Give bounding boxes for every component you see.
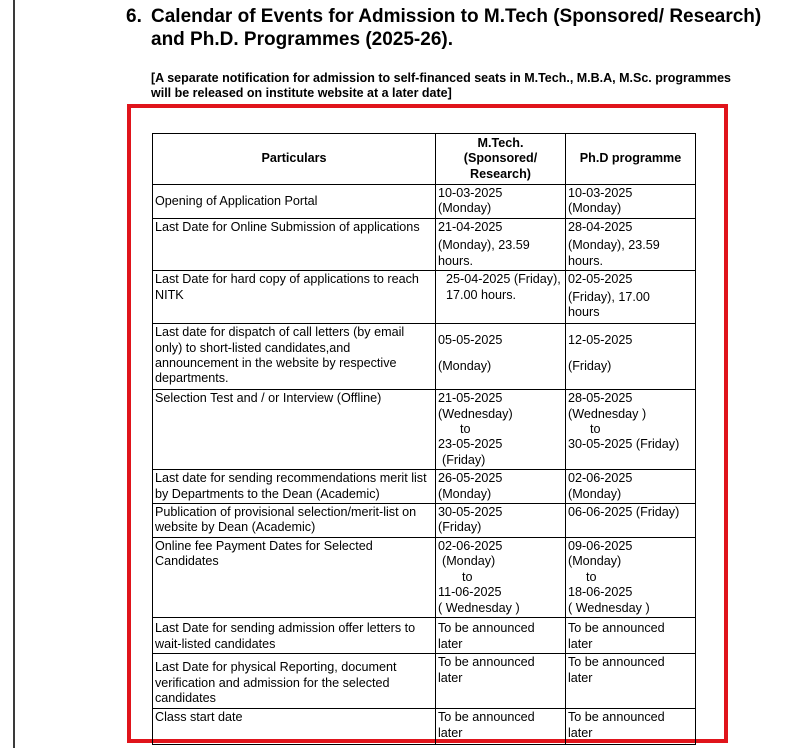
phd-cell xyxy=(566,324,696,390)
cell-line: later xyxy=(438,725,463,740)
particular-cell: Last Date for sending admission offer letters to wait-listed candidates xyxy=(153,618,436,654)
phd-cell xyxy=(566,185,696,219)
header-particulars: Particulars xyxy=(153,134,436,185)
cell-line: later xyxy=(438,636,463,651)
particular-cell: Last Date for hard copy of applications to reach NITK xyxy=(153,271,436,324)
cell-line: 30-05-2025 xyxy=(438,505,503,520)
table-row xyxy=(153,538,696,618)
cell-line: 25-04-2025 (Friday), xyxy=(446,272,561,287)
cell-line: (Wednesday) xyxy=(438,406,513,421)
cell-line: 09-06-2025 xyxy=(568,539,633,554)
calendar-table xyxy=(152,133,696,745)
cell-line: (Monday) xyxy=(438,358,492,373)
cell-line: (Monday) xyxy=(442,554,496,569)
cell-line: 21-04-2025 xyxy=(438,220,503,234)
cell-line: later xyxy=(438,670,463,685)
mtech-cell xyxy=(436,219,566,271)
particular-cell: Class start date xyxy=(153,709,436,745)
mtech-cell xyxy=(436,709,566,745)
cell-line: 26-05-2025 xyxy=(438,471,503,486)
cell-line: (Monday) xyxy=(438,486,492,501)
cell-line: 02-06-2025 xyxy=(568,471,633,486)
cell-line: To be announced xyxy=(568,710,665,725)
cell-line: (Friday), 17.00 xyxy=(568,289,650,304)
cell-line: later xyxy=(568,636,593,651)
mtech-cell xyxy=(436,324,566,390)
mtech-cell xyxy=(436,185,566,219)
cell-line: (Monday), 23.59 xyxy=(438,238,530,253)
phd-cell xyxy=(566,219,696,271)
cell-line: To be announced xyxy=(568,655,665,670)
cell-line: 10-03-2025 xyxy=(568,186,633,200)
particular-cell: Last date for sending recommendations merit list by Departments to the Dean (Academic) xyxy=(153,470,436,504)
mtech-cell xyxy=(436,390,566,470)
mtech-cell xyxy=(436,470,566,504)
mtech-cell xyxy=(436,538,566,618)
cell-line: To be announced xyxy=(568,621,665,636)
particular-cell: Selection Test and / or Interview (Offline) xyxy=(153,390,436,470)
cell-line: 02-05-2025 xyxy=(568,272,633,287)
header-phd: Ph.D programme xyxy=(566,134,696,185)
cell-line: ( Wednesday ) xyxy=(568,600,650,615)
cell-line: later xyxy=(568,725,593,740)
phd-cell xyxy=(566,709,696,745)
cell-line: 10-03-2025 xyxy=(438,186,503,200)
header-mtech xyxy=(436,134,566,185)
phd-cell xyxy=(566,390,696,470)
header-row xyxy=(153,134,696,185)
section-note: [A separate notification for admission to self-financed seats in M.Tech., M.B.A, M.Sc. programmes will be released on institute website at a later date] xyxy=(151,71,731,100)
phd-cell xyxy=(566,538,696,618)
cell-line: hours. xyxy=(568,253,604,268)
cell-line: 12-05-2025 xyxy=(568,333,633,348)
mtech-cell xyxy=(436,271,566,324)
table-row xyxy=(153,185,696,219)
table-row xyxy=(153,470,696,504)
cell-line: To be announced xyxy=(438,655,535,670)
cell-line: 28-04-2025 xyxy=(568,220,633,234)
cell-line: 18-06-2025 xyxy=(568,585,633,600)
phd-cell xyxy=(566,271,696,324)
particular-cell: Last date for dispatch of call letters (by email only) to short-listed candidates,and announcement in the website by respective departments. xyxy=(153,324,436,390)
cell-line: (Monday), 23.59 xyxy=(568,238,660,253)
section-title: Calendar of Events for Admission to M.Tech (Sponsored/ Research) and Ph.D. Programmes (2025-26). xyxy=(151,6,762,50)
header-mtech-line: (Sponsored/ xyxy=(463,151,538,166)
table-row xyxy=(153,504,696,538)
header-mtech-line: M.Tech. xyxy=(477,135,524,150)
cell-line: to xyxy=(462,569,473,584)
particular-cell: Online fee Payment Dates for Selected Candidates xyxy=(153,538,436,618)
mtech-cell xyxy=(436,618,566,654)
cell-line: 30-05-2025 (Friday) xyxy=(568,437,680,452)
section-heading xyxy=(126,5,766,51)
cell-line: 21-05-2025 xyxy=(438,391,503,406)
table-row xyxy=(153,390,696,470)
cell-line: 11-06-2025 xyxy=(438,585,502,600)
cell-line: 06-06-2025 (Friday) xyxy=(568,505,680,520)
particular-cell: Publication of provisional selection/merit-list on website by Dean (Academic) xyxy=(153,504,436,538)
cell-line: (Friday) xyxy=(438,520,482,535)
particular-cell: Opening of Application Portal xyxy=(153,185,436,219)
cell-line: to xyxy=(460,422,471,437)
particular-cell: Last Date for physical Reporting, document verification and admission for the selected candidates xyxy=(153,654,436,709)
cell-line: (Monday) xyxy=(568,201,622,216)
phd-cell xyxy=(566,618,696,654)
particular-cell: Last Date for Online Submission of applications xyxy=(153,219,436,271)
phd-cell xyxy=(566,654,696,709)
cell-line: hours xyxy=(568,305,600,320)
cell-line: (Monday) xyxy=(568,554,622,569)
cell-line: 28-05-2025 xyxy=(568,391,633,406)
cell-line: ( Wednesday ) xyxy=(438,600,520,615)
table-row xyxy=(153,219,696,271)
table-row xyxy=(153,654,696,709)
cell-line: to xyxy=(590,422,601,437)
cell-line: To be announced xyxy=(438,710,535,725)
cell-line: To be announced xyxy=(438,621,535,636)
cell-line: (Friday) xyxy=(568,358,612,373)
table-row xyxy=(153,618,696,654)
cell-line: (Monday) xyxy=(438,201,492,216)
cell-line: 17.00 hours. xyxy=(446,287,517,302)
section-number: 6. xyxy=(126,6,142,27)
cell-line: 05-05-2025 xyxy=(438,333,503,348)
cell-line: to xyxy=(586,569,597,584)
mtech-cell xyxy=(436,654,566,709)
phd-cell xyxy=(566,504,696,538)
cell-line: later xyxy=(568,670,593,685)
table-row xyxy=(153,324,696,390)
phd-cell xyxy=(566,470,696,504)
cell-line: 02-06-2025 xyxy=(438,539,503,554)
cell-line: (Wednesday ) xyxy=(568,406,647,421)
table-row xyxy=(153,709,696,745)
header-mtech-line: Research) xyxy=(470,166,531,181)
cell-line: hours. xyxy=(438,253,474,268)
table-row xyxy=(153,271,696,324)
cell-line: 23-05-2025 xyxy=(438,437,503,452)
cell-line: (Friday) xyxy=(442,452,486,467)
mtech-cell xyxy=(436,504,566,538)
cell-line: (Monday) xyxy=(568,486,622,501)
page-left-rule xyxy=(13,0,15,748)
